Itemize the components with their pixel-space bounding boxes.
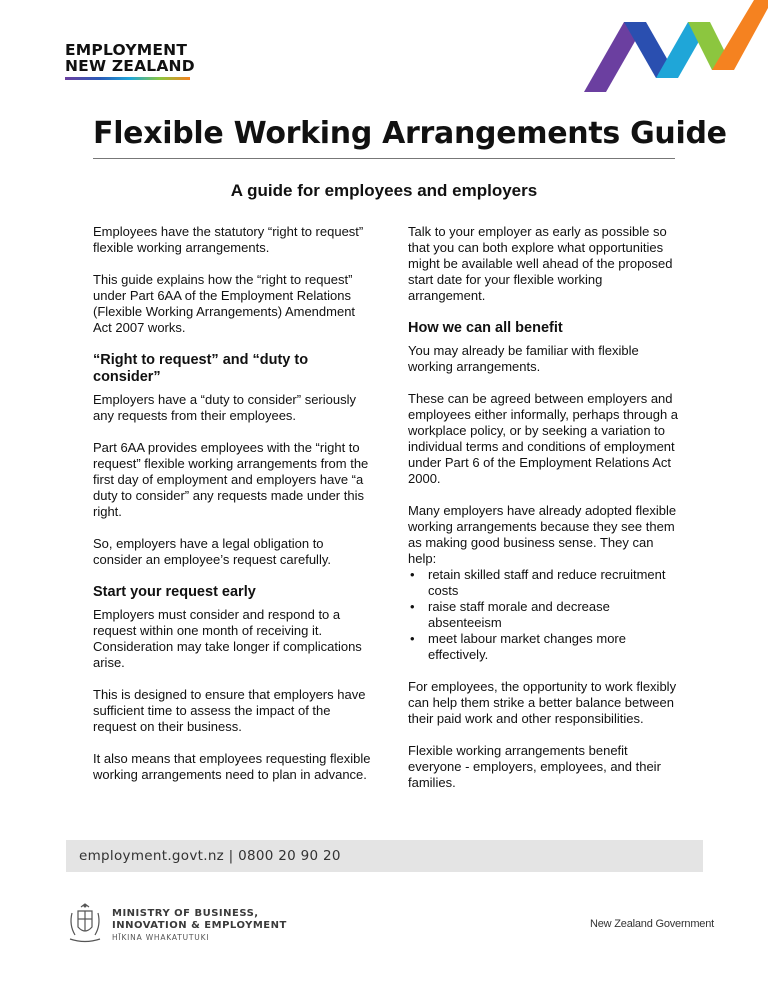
right-paragraph-6: Flexible working arrangements benefit everyone - employers, employees, and their families. [408,743,661,790]
page-subtitle: A guide for employees and employers [230,181,538,200]
brand-line-1: EMPLOYMENT [65,41,188,59]
footer-contact-band [66,840,703,872]
right-paragraph-2: You may already be familiar with flexible working arrangements. [408,343,639,374]
left-paragraph-4: Part 6AA provides employees with the “right to request” flexible working arrangements from the first day of employment and employers have “a duty to consider” any requests made under this right. [93,440,369,519]
heading-start-request-early: Start your request early [93,584,256,600]
brand-line-2: NEW ZEALAND [65,57,195,75]
title-divider [93,158,675,159]
heading-how-we-benefit: How we can all benefit [408,320,563,336]
left-paragraph-5: So, employers have a legal obligation to consider an employee’s request carefully. [93,536,331,567]
right-paragraph-5: For employees, the opportunity to work flexibly can help them strike a better balance between their paid work and other responsibilities. [408,679,677,726]
ministry-line-1: MINISTRY OF BUSINESS, [112,908,259,919]
list-item: • meet labour market changes more effectively. [408,631,680,663]
list-item: • raise staff morale and decrease absenteeism [408,599,680,631]
left-paragraph-7: This is designed to ensure that employers have sufficient time to assess the impact of the request on their business. [93,687,366,734]
brand-color-bar [65,77,190,80]
left-paragraph-8: It also means that employees requesting flexible working arrangements need to plan in advance. [93,751,371,782]
logo-orange-shape [712,0,768,70]
left-paragraph-2: This guide explains how the “right to request” under Part 6AA of the Employment Relations (Flexible Working Arrangements) Amendment Act 2007 works. [93,272,356,335]
right-paragraph-1: Talk to your employer as early as possible so that you can both explore what opportunities might be available well ahead of the proposed start date for your flexible working arrangement. [408,224,673,303]
employment-nz-chevron-logo-icon [584,0,768,92]
nz-coat-of-arms-icon [66,903,104,943]
left-paragraph-3: Employers have a “duty to consider” seriously any requests from their employees. [93,392,357,423]
left-column [93,224,375,799]
nz-government-wordmark: New Zealand Government [590,918,714,930]
right-paragraph-3: These can be agreed between employers and employees either informally, perhaps through a workplace policy, or by seeking a variation to individual terms and conditions of employment under Part 6 of the Employment Relations Act 2000. [408,391,679,486]
heading-right-to-request: “Right to request” and “duty to consider” [93,352,309,385]
contact-details: employment.govt.nz | 0800 20 90 20 [79,848,341,864]
benefits-list [408,567,680,663]
list-item: • retain skilled staff and reduce recruitment costs [408,567,680,599]
brand-wordmark [65,42,195,80]
right-column [408,224,680,807]
ministry-line-3: HĪKINA WHAKATUTUKI [112,933,210,942]
ministry-name [112,908,332,944]
ministry-line-2: INNOVATION & EMPLOYMENT [112,920,287,931]
left-paragraph-6: Employers must consider and respond to a request within one month of receiving it. Consideration may take longer if complications arise. [93,607,362,670]
right-paragraph-4: Many employers have already adopted flexible working arrangements because they see them as making good business sense. They can help: [408,503,677,566]
page-title: Flexible Working Arrangements Guide [93,116,727,151]
left-paragraph-1: Employees have the statutory “right to request” flexible working arrangements. [93,224,364,255]
